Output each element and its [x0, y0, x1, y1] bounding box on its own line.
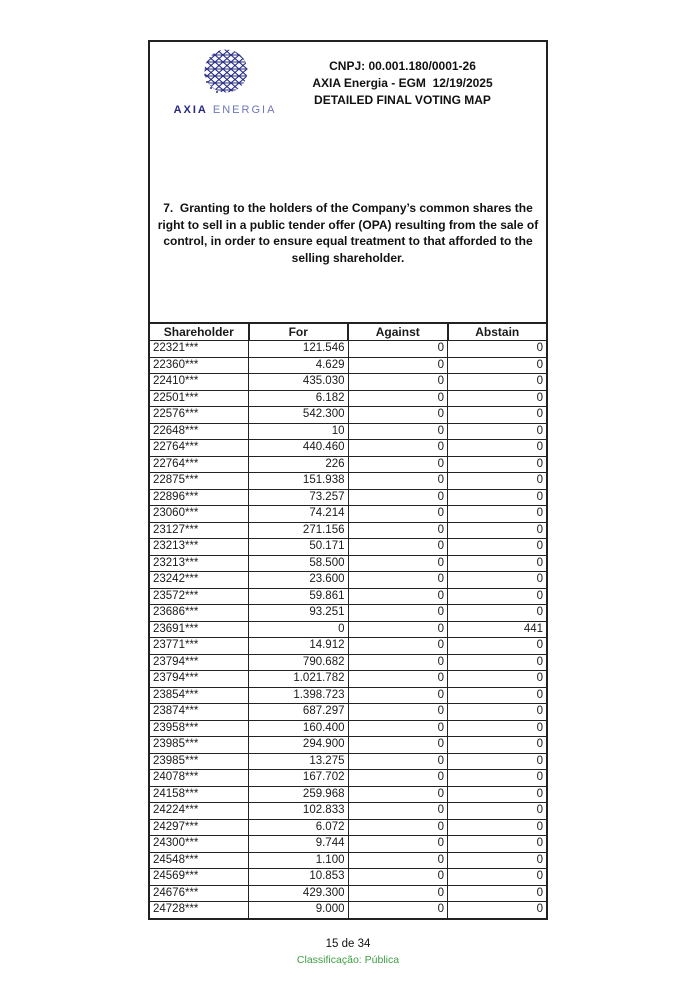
- cell-against: 0: [348, 456, 448, 473]
- voting-table-header: [149, 323, 547, 341]
- cell-against: 0: [348, 638, 448, 655]
- cell-abstain: 0: [448, 869, 548, 886]
- cell-abstain: 0: [448, 341, 548, 358]
- cell-for: 1.021.782: [249, 671, 349, 688]
- cell-shareholder: 23854***: [149, 687, 249, 704]
- cell-shareholder: 24676***: [149, 885, 249, 902]
- cell-for: 50.171: [249, 539, 349, 556]
- table-row: [149, 836, 547, 853]
- cell-for: 9.000: [249, 902, 349, 919]
- cell-against: 0: [348, 869, 448, 886]
- table-row: [149, 869, 547, 886]
- table-row: [149, 555, 547, 572]
- table-row: [149, 737, 547, 754]
- table-row: [149, 704, 547, 721]
- table-row: [149, 374, 547, 391]
- cell-for: 790.682: [249, 654, 349, 671]
- cell-abstain: 0: [448, 605, 548, 622]
- cell-shareholder: 23213***: [149, 539, 249, 556]
- cell-shareholder: 22360***: [149, 357, 249, 374]
- cell-for: 0: [249, 621, 349, 638]
- agenda-item-7-text: 7. Granting to the holders of the Company’s common shares the right to sell in a public tender offer (OPA) resulting from the sale of control, in order to ensure equal treatment to that afforded to the selling shareholder.: [157, 201, 542, 265]
- cell-abstain: 0: [448, 423, 548, 440]
- cell-shareholder: 22764***: [149, 456, 249, 473]
- column-header-against: Against: [348, 323, 448, 341]
- cell-against: 0: [348, 440, 448, 457]
- table-row: [149, 687, 547, 704]
- column-header-shareholder: Shareholder: [149, 323, 249, 341]
- brand-secondary-text: ENERGIA: [212, 104, 277, 116]
- table-row: [149, 819, 547, 836]
- cell-for: 14.912: [249, 638, 349, 655]
- table-row: [149, 786, 547, 803]
- cell-shareholder: 22501***: [149, 390, 249, 407]
- table-row: [149, 638, 547, 655]
- cell-abstain: 0: [448, 539, 548, 556]
- cell-against: 0: [348, 671, 448, 688]
- cell-against: 0: [348, 720, 448, 737]
- brand-text: [150, 104, 300, 116]
- cell-abstain: 0: [448, 737, 548, 754]
- table-row: [149, 473, 547, 490]
- table-row: [149, 770, 547, 787]
- cell-for: 4.629: [249, 357, 349, 374]
- table-row: [149, 506, 547, 523]
- table-row: [149, 407, 547, 424]
- cell-abstain: 0: [448, 588, 548, 605]
- cell-abstain: 0: [448, 803, 548, 820]
- cell-for: 1.398.723: [249, 687, 349, 704]
- cell-for: 23.600: [249, 572, 349, 589]
- cell-for: 429.300: [249, 885, 349, 902]
- cell-for: 259.968: [249, 786, 349, 803]
- cell-against: 0: [348, 423, 448, 440]
- table-row: [149, 522, 547, 539]
- cell-for: 74.214: [249, 506, 349, 523]
- table-row: [149, 654, 547, 671]
- table-row: [149, 605, 547, 622]
- cell-abstain: 0: [448, 836, 548, 853]
- cell-for: 121.546: [249, 341, 349, 358]
- cell-shareholder: 23794***: [149, 671, 249, 688]
- cell-abstain: 0: [448, 770, 548, 787]
- cell-shareholder: 23874***: [149, 704, 249, 721]
- cell-shareholder: 23958***: [149, 720, 249, 737]
- cell-for: 271.156: [249, 522, 349, 539]
- table-row: [149, 621, 547, 638]
- cell-against: 0: [348, 605, 448, 622]
- cell-for: 435.030: [249, 374, 349, 391]
- page-footer: [148, 937, 548, 967]
- classification-label: Classificação: Pública: [296, 954, 400, 966]
- cell-against: 0: [348, 539, 448, 556]
- cell-abstain: 0: [448, 885, 548, 902]
- cell-abstain: 0: [448, 506, 548, 523]
- cell-shareholder: 24569***: [149, 869, 249, 886]
- table-row: [149, 803, 547, 820]
- cell-shareholder: 23691***: [149, 621, 249, 638]
- table-row: [149, 852, 547, 869]
- cell-shareholder: 23985***: [149, 753, 249, 770]
- cell-against: 0: [348, 704, 448, 721]
- cell-for: 10: [249, 423, 349, 440]
- cell-for: 6.072: [249, 819, 349, 836]
- document-header: [150, 42, 546, 116]
- cell-abstain: 0: [448, 357, 548, 374]
- cell-shareholder: 23060***: [149, 506, 249, 523]
- cell-against: 0: [348, 786, 448, 803]
- cell-shareholder: 22321***: [149, 341, 249, 358]
- cell-against: 0: [348, 390, 448, 407]
- cell-for: 160.400: [249, 720, 349, 737]
- cell-for: 93.251: [249, 605, 349, 622]
- cell-for: 9.744: [249, 836, 349, 853]
- cell-abstain: 0: [448, 555, 548, 572]
- column-header-for: For: [249, 323, 349, 341]
- cell-for: 6.182: [249, 390, 349, 407]
- cell-against: 0: [348, 885, 448, 902]
- cell-for: 440.460: [249, 440, 349, 457]
- cell-shareholder: 22764***: [149, 440, 249, 457]
- brand-primary-text: AXIA: [173, 104, 208, 116]
- cell-shareholder: 24297***: [149, 819, 249, 836]
- cell-for: 151.938: [249, 473, 349, 490]
- voting-table-body: [149, 341, 547, 919]
- cell-for: 294.900: [249, 737, 349, 754]
- cell-abstain: 0: [448, 852, 548, 869]
- table-row: [149, 440, 547, 457]
- cell-shareholder: 23213***: [149, 555, 249, 572]
- cell-shareholder: 23127***: [149, 522, 249, 539]
- table-row: [149, 572, 547, 589]
- cell-shareholder: 23686***: [149, 605, 249, 622]
- cell-abstain: 0: [448, 687, 548, 704]
- cell-shareholder: 24728***: [149, 902, 249, 919]
- cell-abstain: 0: [448, 440, 548, 457]
- axia-sphere-logo-icon: [199, 48, 251, 103]
- cell-shareholder: 22410***: [149, 374, 249, 391]
- cell-against: 0: [348, 770, 448, 787]
- document-title: DETAILED FINAL VOTING MAP: [314, 93, 491, 107]
- cell-abstain: 0: [448, 671, 548, 688]
- cell-abstain: 0: [448, 456, 548, 473]
- table-row: [149, 341, 547, 358]
- cell-abstain: 0: [448, 902, 548, 919]
- table-row: [149, 423, 547, 440]
- table-row: [149, 489, 547, 506]
- cell-for: 58.500: [249, 555, 349, 572]
- cell-for: 59.861: [249, 588, 349, 605]
- table-row: [149, 885, 547, 902]
- cell-shareholder: 23771***: [149, 638, 249, 655]
- table-row: [149, 720, 547, 737]
- cell-shareholder: 22875***: [149, 473, 249, 490]
- cell-shareholder: 22576***: [149, 407, 249, 424]
- cell-abstain: 0: [448, 786, 548, 803]
- cell-abstain: 0: [448, 819, 548, 836]
- document-page: [148, 40, 548, 324]
- voting-table: [148, 322, 548, 920]
- cell-shareholder: 24078***: [149, 770, 249, 787]
- cell-against: 0: [348, 374, 448, 391]
- cell-for: 102.833: [249, 803, 349, 820]
- table-row: [149, 390, 547, 407]
- table-row: [149, 902, 547, 919]
- table-row: [149, 671, 547, 688]
- cell-abstain: 0: [448, 522, 548, 539]
- cell-shareholder: 24548***: [149, 852, 249, 869]
- header-titles: [300, 42, 505, 109]
- cell-against: 0: [348, 473, 448, 490]
- table-row: [149, 753, 547, 770]
- cell-against: 0: [348, 407, 448, 424]
- cell-against: 0: [348, 506, 448, 523]
- meeting-line: AXIA Energia - EGM 12/19/2025: [312, 76, 493, 90]
- cell-shareholder: 24224***: [149, 803, 249, 820]
- cell-against: 0: [348, 737, 448, 754]
- table-row: [149, 539, 547, 556]
- cell-abstain: 0: [448, 489, 548, 506]
- cell-against: 0: [348, 687, 448, 704]
- cell-abstain: 0: [448, 720, 548, 737]
- cell-abstain: 0: [448, 390, 548, 407]
- page-number: 15 de 34: [325, 938, 371, 950]
- cell-shareholder: 24158***: [149, 786, 249, 803]
- cell-abstain: 0: [448, 753, 548, 770]
- cell-against: 0: [348, 902, 448, 919]
- cell-abstain: 0: [448, 473, 548, 490]
- cell-against: 0: [348, 654, 448, 671]
- cell-shareholder: 23985***: [149, 737, 249, 754]
- cell-abstain: 0: [448, 374, 548, 391]
- table-row: [149, 588, 547, 605]
- cell-for: 1.100: [249, 852, 349, 869]
- cell-for: 10.853: [249, 869, 349, 886]
- cell-against: 0: [348, 357, 448, 374]
- cell-against: 0: [348, 588, 448, 605]
- cell-shareholder: 24300***: [149, 836, 249, 853]
- company-logo: [150, 42, 300, 116]
- cell-shareholder: 23794***: [149, 654, 249, 671]
- cell-for: 73.257: [249, 489, 349, 506]
- cnpj-line: CNPJ: 00.001.180/0001-26: [329, 59, 476, 73]
- cell-against: 0: [348, 555, 448, 572]
- cell-against: 0: [348, 852, 448, 869]
- cell-against: 0: [348, 522, 448, 539]
- cell-abstain: 441: [448, 621, 548, 638]
- header-row: [149, 323, 547, 341]
- cell-against: 0: [348, 572, 448, 589]
- cell-abstain: 0: [448, 654, 548, 671]
- cell-for: 542.300: [249, 407, 349, 424]
- cell-against: 0: [348, 753, 448, 770]
- cell-for: 226: [249, 456, 349, 473]
- cell-for: 167.702: [249, 770, 349, 787]
- cell-against: 0: [348, 836, 448, 853]
- cell-shareholder: 23572***: [149, 588, 249, 605]
- cell-against: 0: [348, 341, 448, 358]
- cell-shareholder: 22648***: [149, 423, 249, 440]
- cell-abstain: 0: [448, 704, 548, 721]
- cell-shareholder: 22896***: [149, 489, 249, 506]
- table-row: [149, 456, 547, 473]
- cell-against: 0: [348, 621, 448, 638]
- table-row: [149, 357, 547, 374]
- cell-abstain: 0: [448, 407, 548, 424]
- cell-for: 687.297: [249, 704, 349, 721]
- cell-abstain: 0: [448, 572, 548, 589]
- cell-against: 0: [348, 803, 448, 820]
- cell-for: 13.275: [249, 753, 349, 770]
- cell-against: 0: [348, 819, 448, 836]
- cell-against: 0: [348, 489, 448, 506]
- cell-shareholder: 23242***: [149, 572, 249, 589]
- column-header-abstain: Abstain: [448, 323, 548, 341]
- cell-abstain: 0: [448, 638, 548, 655]
